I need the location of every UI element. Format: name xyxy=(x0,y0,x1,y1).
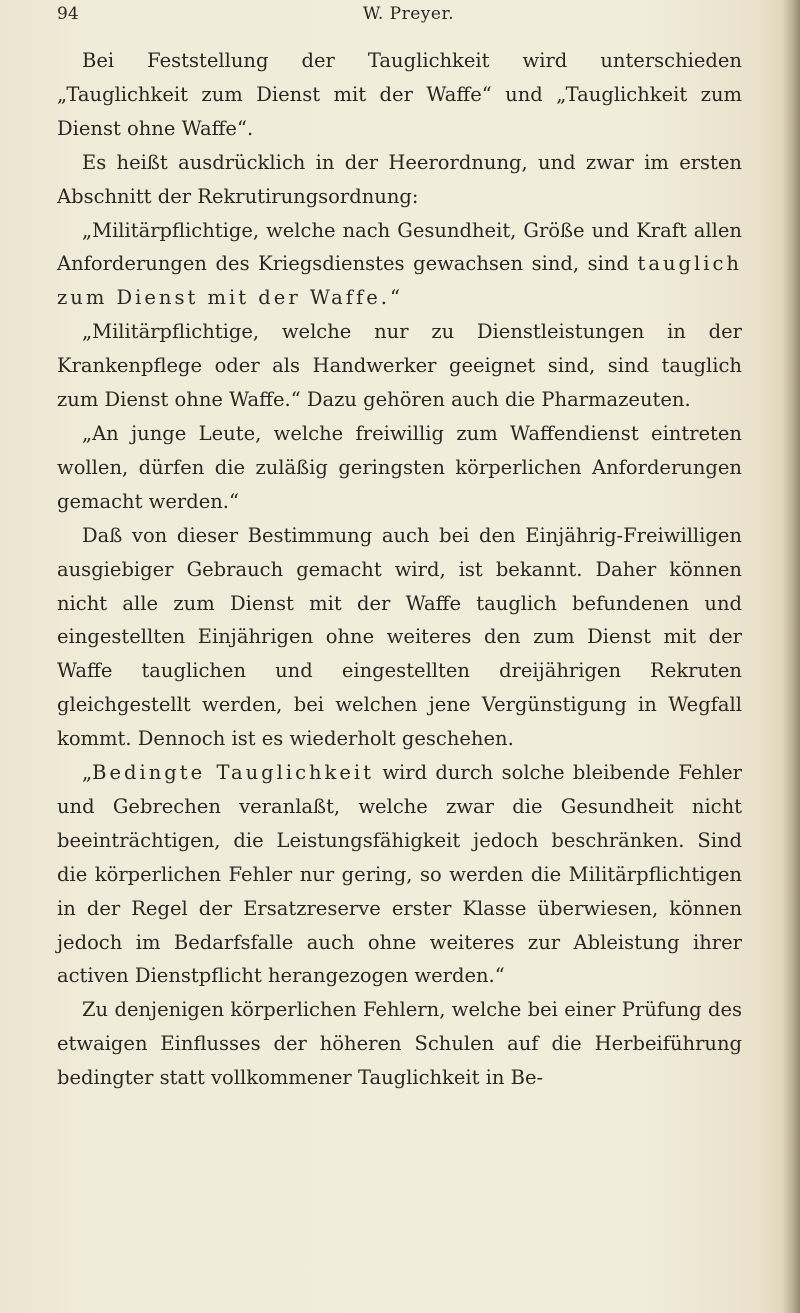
paragraph: „Militärpflichtige, welche nur zu Dienstleistungen in der Krankenpflege oder als Handwerker geeignet sind, sind tauglich zum Dienst ohne Waffe.“ Dazu gehören auch die Pharmazeuten. xyxy=(57,320,742,412)
page-edge-shadow xyxy=(782,0,800,1313)
paragraph-text: wird durch solche bleibende Fehler und Gebrechen veranlaßt, welche zwar die Gesundheit nicht beeinträchtigen, die Leistungsfähigkeit jedoch beschränken. Sind die körperlichen Fehler nur gering, so werden die Militärpflichtigen in der Regel der Ersatzreserve erster Klasse überwiesen, können jedoch im Bedarfsfalle auch ohne weiteres zur Ableistung ihrer activen Dienstpflicht herangezogen werden.“ xyxy=(57,761,742,988)
page-header xyxy=(57,4,760,38)
emphasized-text: Bedingte Tauglichkeit xyxy=(92,761,374,785)
paragraph: „An junge Leute, welche freiwillig zum Waffendienst eintreten wollen, dürfen die zuläßig geringsten körperlichen Anforderungen gemacht werden.“ xyxy=(57,421,742,513)
paragraph-text: „Militärpflichtige, welche nach Gesundheit, Größe und Kraft allen Anforderungen des Kriegsdienstes gewachsen sind, sind xyxy=(57,218,742,276)
emphasized-text: tauglich zum Dienst mit der Waffe. xyxy=(57,252,742,310)
body-text xyxy=(57,44,742,1095)
paragraph xyxy=(57,756,742,993)
running-head: W. Preyer. xyxy=(362,4,455,24)
paragraph: Daß von dieser Bestimmung auch bei den Einjährig-Freiwilligen ausgiebiger Gebrauch gemacht wird, ist bekannt. Daher können nicht alle zum Dienst mit der Waffe tauglich befundenen und eingestellten Einjährigen ohne weiteres den zum Dienst mit der Waffe tauglichen und eingestellten dreijährigen Rekruten gleichgestellt werden, bei welchen jene Vergünstigung in Wegfall kommt. Dennoch ist es wiederholt geschehen. xyxy=(57,523,742,751)
paragraph-text: „ xyxy=(82,761,93,785)
paragraph: Zu denjenigen körperlichen Fehlern, welche bei einer Prüfung des etwaigen Einflusses der höheren Schulen auf die Herbeiführung bedingter statt vollkommener Tauglichkeit in Be- xyxy=(57,998,742,1090)
paragraph xyxy=(57,214,742,316)
paragraph: Bei Feststellung der Tauglichkeit wird unterschieden „Tauglichkeit zum Dienst mit der Waffe“ und „Tauglichkeit zum Dienst ohne Waffe“. xyxy=(57,49,742,140)
paragraph: Es heißt ausdrücklich in der Heerordnung, und zwar im ersten Abschnitt der Rekrutirungsordnung: xyxy=(57,150,742,208)
page-number: 94 xyxy=(57,4,79,24)
paragraph-text: “ xyxy=(390,286,400,310)
